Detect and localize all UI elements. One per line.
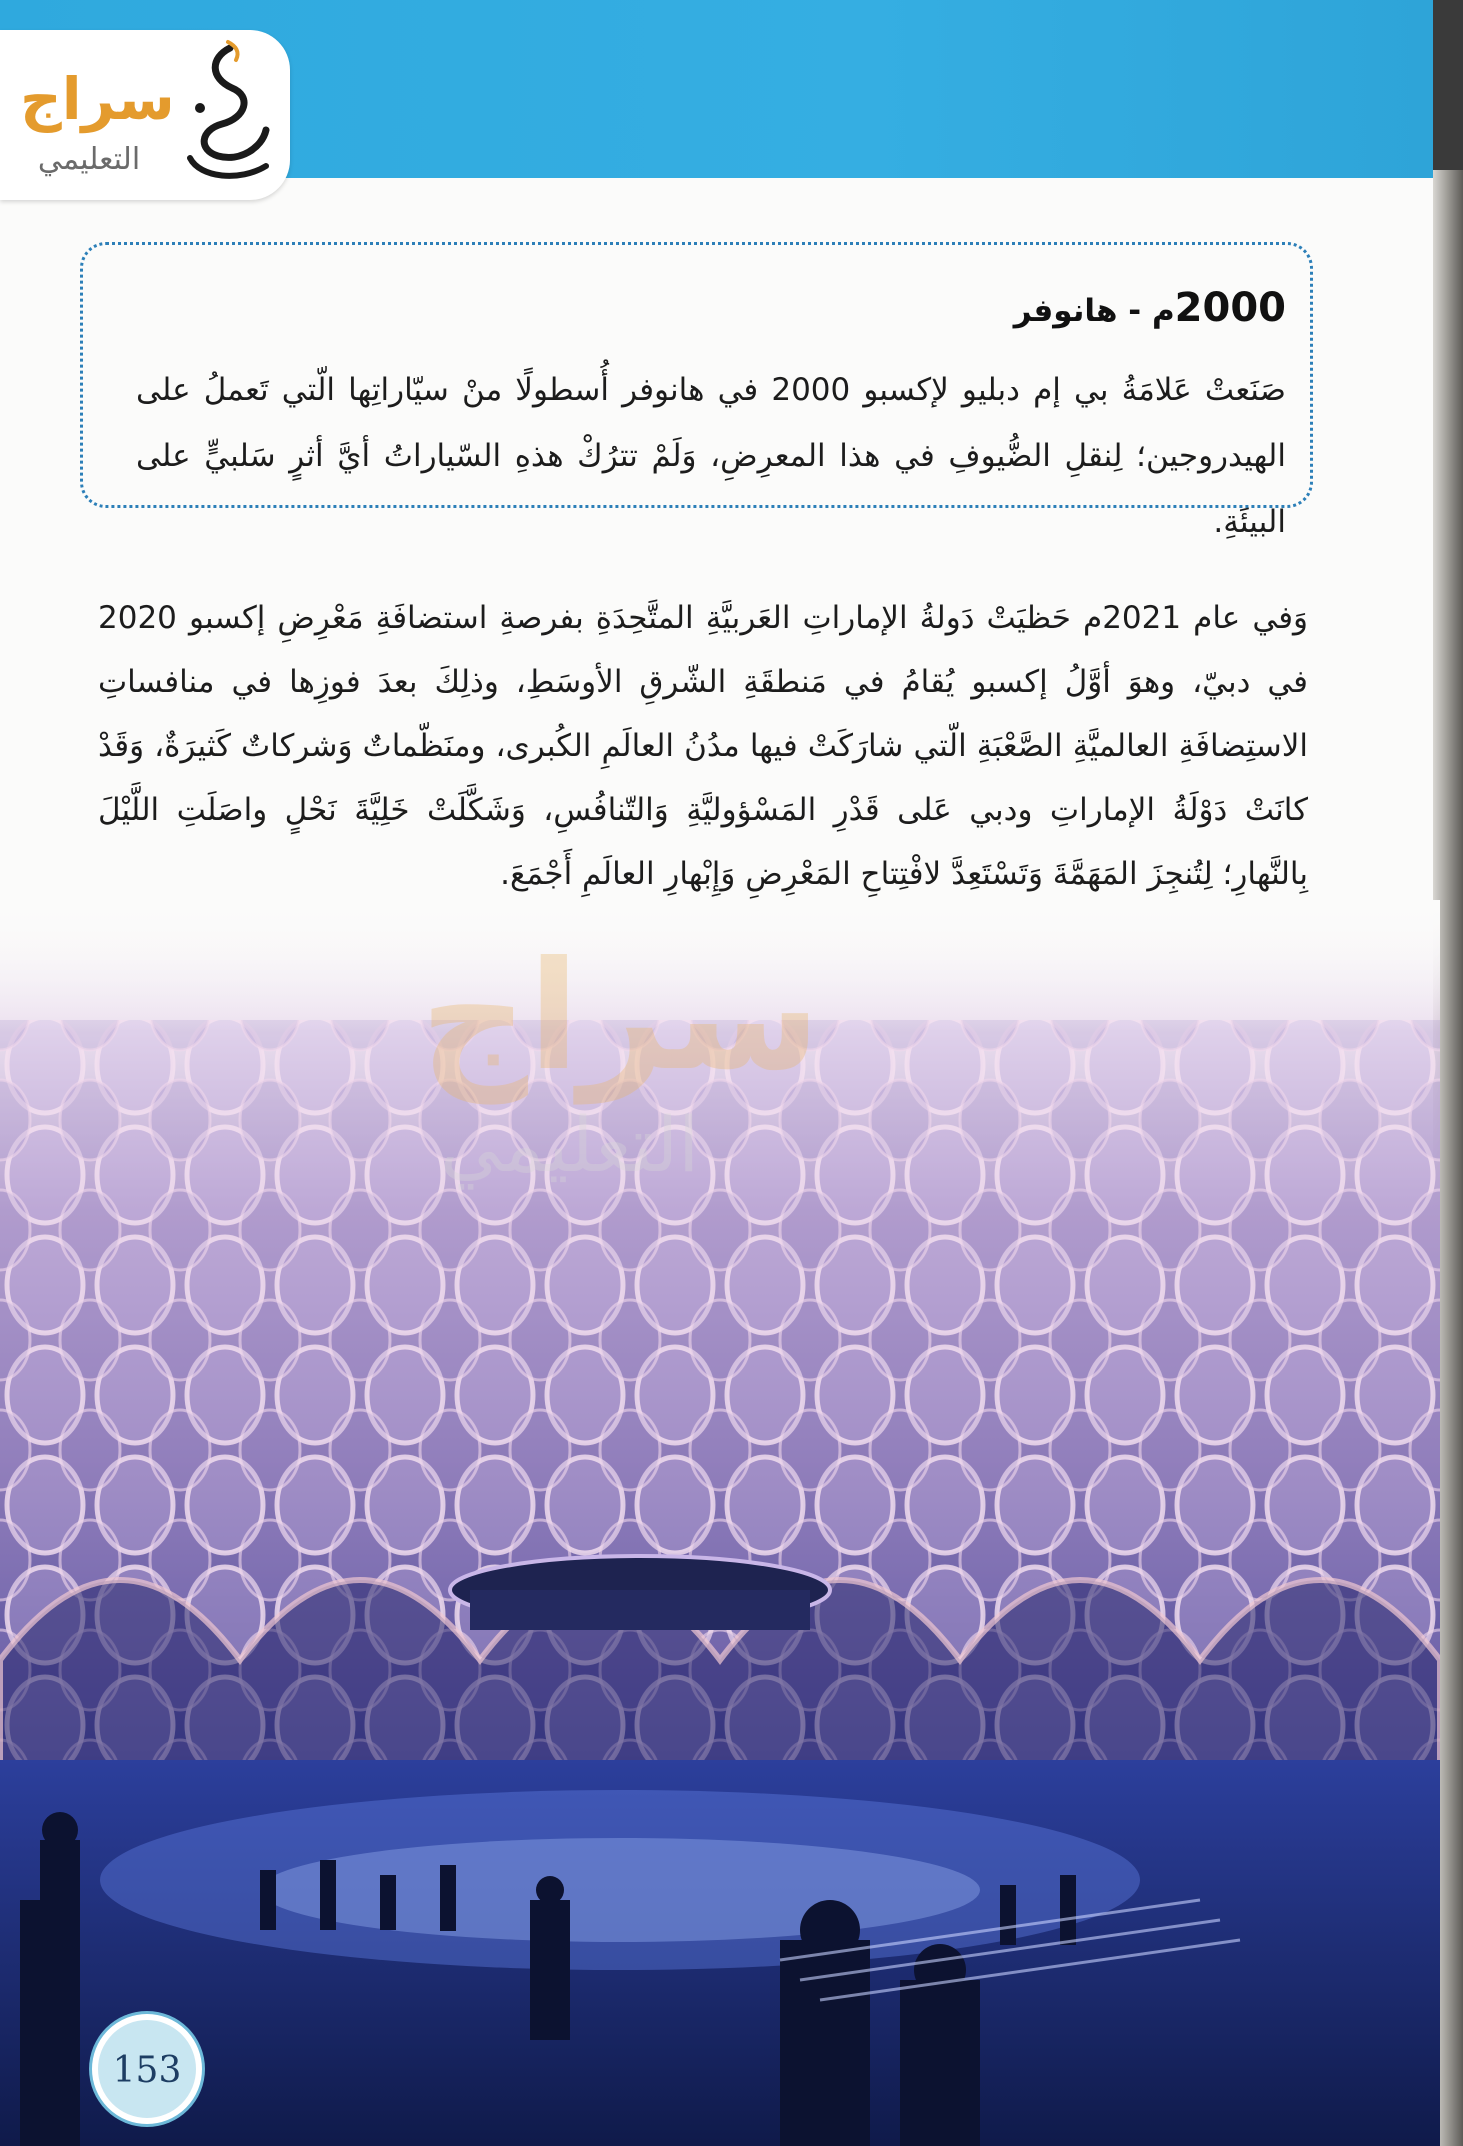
logo-name: سراج [20,65,175,133]
info-box-heading [1014,285,1286,331]
siraj-logo [0,30,290,200]
main-paragraph: وَفي عام 2021م حَظيَتْ دَولةُ الإماراتِ العَربيَّةِ المتَّحِدَةِ بفرصةِ استضافَةِ مَعْرِضِ إكسبو 2020 في دبيّ، وهوَ أوَّلُ إكسبو يُقامُ في مَنطقَةِ الشّرقِ الأوسَطِ، وذلِكَ بعدَ فوزِها في منافساتِ الاستِضافَةِ العالميَّةِ الصَّعْبَةِ الّتي شارَكَتْ فيها مدُنُ العالَمِ الكُبرى، ومنَظّماتٌ وَشركاتٌ كَثيرَةٌ، وَقَدْ كانَتْ دَوْلَةُ الإماراتِ ودبي عَلى قَدْرِ المَسْؤوليَّةِ وَالتّنافُسِ، وَشَكَّلَتْ خَلِيَّةَ نَحْلٍ واصَلَتِ اللَّيْلَ بِالنَّهارِ؛ لِتُنجِزَ المَهَمَّةَ وَتَسْتَعِدَّ لافْتِتاحِ المَعْرِضِ وَإِبْهارِ العالَمِ أَجْمَعَ. [98,600,1308,892]
heading-city: هانوفر [1013,293,1118,329]
info-box-hannover [80,242,1313,540]
page-number-badge [92,2014,202,2124]
info-box-text: صَنَعتْ عَلامَةُ بي إم دبليو لإكسبو 2000 في هانوفر أُسطولًا منْ سيّاراتِها الّتي تَعملُ على الهيدروجين؛ لِنقلِ الضُّيوفِ في هذا المعرِضِ، وَلَمْ تترُكْ هذهِ السّياراتُ أيَّ أثرٍ سَلبيٍّ على البيئَةِ. [136,372,1286,540]
siraj-watermark [380,860,1100,1280]
heading-year: 2000 [1174,285,1286,331]
page-number: 153 [112,2050,182,2091]
calligraphy-mark-icon [170,38,280,188]
watermark-name: سراج [420,930,821,1104]
page-edge-top [1433,0,1463,170]
logo-subtitle: التعليمي [37,142,141,177]
heading-year-suffix: م - [1128,293,1175,329]
watermark-subtitle: التعليمي [440,1100,700,1189]
